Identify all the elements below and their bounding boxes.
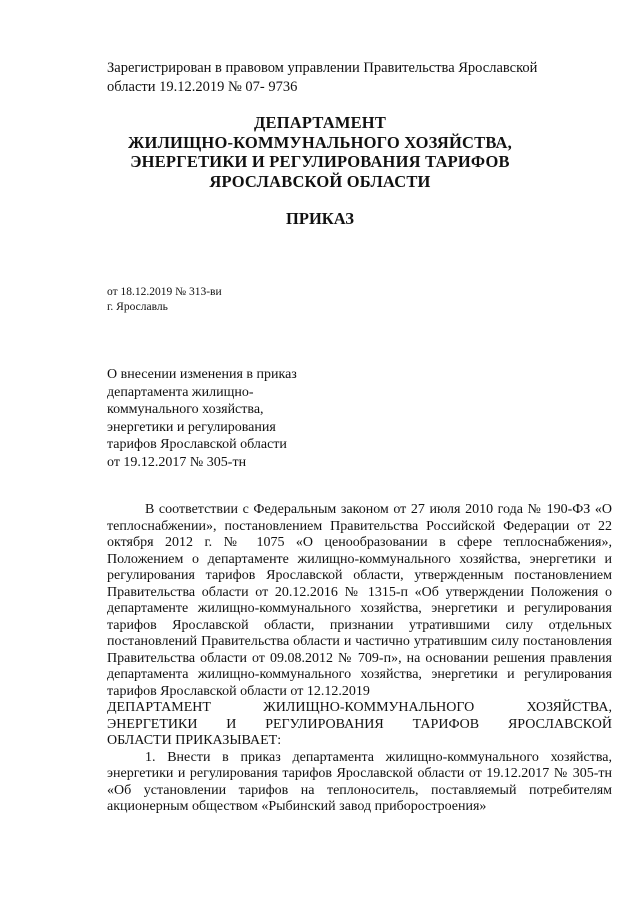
orders-line-3: ОБЛАСТИ ПРИКАЗЫВАЕТ: bbox=[107, 733, 282, 748]
orders-line-2: ЭНЕРГЕТИКИ И РЕГУЛИРОВАНИЯ ТАРИФОВ ЯРОСЛАВСКОЙ bbox=[107, 716, 612, 732]
orders-statement bbox=[107, 700, 612, 750]
subject-line: департамента жилищно- bbox=[107, 384, 254, 400]
order-subject bbox=[107, 366, 367, 471]
department-heading bbox=[100, 113, 540, 191]
preamble-paragraph: В соответствии с Федеральным законом от 27 июля 2010 года № 190-ФЗ «О теплоснабжении», постановлением Правительства Российской Федерации от 22 октября 2012 г. № 1075 «О ценообразовании в сфере теплоснабжения», Положением о департаменте жилищно-коммунального хозяйства, энергетики и регулирования тарифов Ярославской области, утвержденным постановлением Правительства области от 20.12.2016 № 1315-п «Об утверждении Положения о департаменте жилищно-коммунального хозяйства, энергетики и регулирования тарифов Ярославской области, признании утратившими силу отдельных постановлений Правительства области и частично утратившим силу постановления Правительства области от 09.08.2012 № 709-п», на основании решения правления департамента жилищно-коммунального хозяйства, энергетики и регулирования тарифов Ярославской области от 12.12.2019 bbox=[107, 502, 612, 699]
order-body bbox=[107, 502, 612, 816]
registration-line-2: области 19.12.2019 № 07- 9736 bbox=[107, 79, 298, 95]
subject-line: от 19.12.2017 № 305-тн bbox=[107, 454, 247, 470]
heading-line-2: ЖИЛИЩНО-КОММУНАЛЬНОГО ХОЗЯЙСТВА, bbox=[128, 132, 512, 152]
item-1-paragraph: 1. Внести в приказ департамента жилищно-коммунального хозяйства, энергетики и регулирования тарифов Ярославской области от 19.12.2017 № 305-тн «Об установлении тарифов на теплоноситель, поставляемый потребителям акционерным обществом «Рыбинский завод приборостроения» bbox=[107, 749, 612, 814]
heading-line-1: ДЕПАРТАМЕНТ bbox=[253, 113, 387, 132]
subject-line: коммунального хозяйства, bbox=[107, 402, 264, 417]
order-city: г. Ярославль bbox=[107, 301, 168, 313]
subject-line: тарифов Ярославской области bbox=[107, 437, 287, 452]
order-meta bbox=[107, 285, 407, 315]
subject-line: энергетики и регулирования bbox=[107, 419, 276, 435]
orders-line-1: ДЕПАРТАМЕНТ ЖИЛИЩНО-КОММУНАЛЬНОГО ХОЗЯЙСТВА, bbox=[107, 700, 612, 715]
heading-line-4: ЯРОСЛАВСКОЙ ОБЛАСТИ bbox=[209, 171, 431, 191]
order-title: ПРИКАЗ bbox=[286, 209, 354, 228]
registration-note bbox=[107, 59, 577, 97]
order-date-number: от 18.12.2019 № 313-ви bbox=[107, 286, 222, 298]
registration-line-1: Зарегистрирован в правовом управлении Правительства Ярославской bbox=[107, 60, 538, 76]
subject-line: О внесении изменения в приказ bbox=[107, 367, 297, 382]
heading-line-3: ЭНЕРГЕТИКИ И РЕГУЛИРОВАНИЯ ТАРИФОВ bbox=[130, 152, 510, 171]
